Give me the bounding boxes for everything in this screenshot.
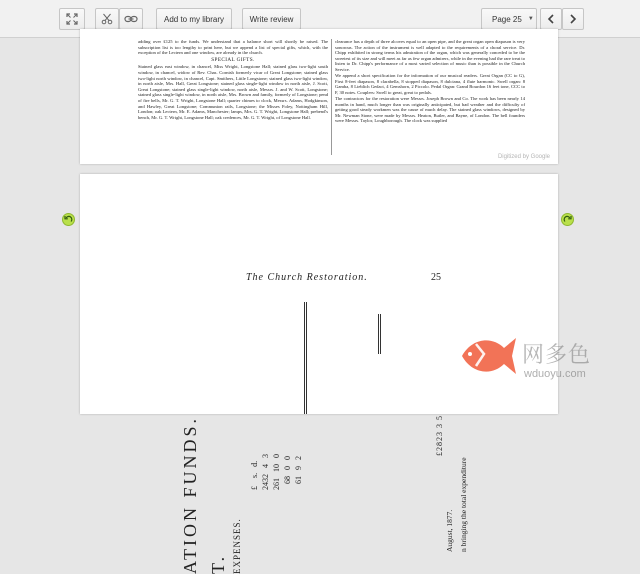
watermark-brand: 网多色 [522, 343, 592, 368]
figure-header [250, 461, 259, 490]
figure-cell: 3 [261, 454, 270, 458]
add-to-library-button[interactable]: Add to my library [156, 8, 232, 30]
total-amount: £2823 3 5 [435, 415, 444, 456]
date-text: August, 1877. [445, 509, 454, 552]
figure-cell: 0 [272, 454, 281, 458]
caret-down-icon: ▼ [527, 16, 534, 22]
page-select-label: Page 25 [492, 14, 522, 24]
book-viewer[interactable] [0, 39, 640, 574]
figure-row [272, 454, 281, 490]
rotated-table-title: ATION FUNDS. [180, 415, 200, 574]
paragraph: adding over £125 to the funds. We understand that a balance short will shortly be raised. The subscription list is too lengthy to print here, but we append a list of special gifts, which, with the exception of the Lectern and one window, are already in the church. [138, 39, 328, 56]
figure-cell: 10 [272, 464, 281, 472]
table-rule [304, 302, 305, 414]
rotated-table-subtitle: T. [208, 553, 228, 574]
page-number: 25 [431, 272, 441, 283]
rotate-left-icon [64, 215, 73, 224]
clip-button[interactable] [95, 8, 119, 30]
next-page-button[interactable] [562, 8, 584, 30]
figure-row [294, 456, 303, 490]
figure-row [261, 454, 270, 490]
figure-cell: 9 [294, 466, 303, 470]
text-column-right [335, 39, 525, 124]
fullscreen-button[interactable] [59, 8, 85, 30]
text-column-left [138, 39, 328, 121]
pence-header: d. [250, 460, 259, 467]
paragraph: clearance has a depth of three alcoves equal to an open pipe, and the great organ open diapason is very sonorous. The action of the instrument is well adapted to the requirements of a choral service. Dr. Chipp exhibited in strong terms his admiration of the organ, which was generally conceded to be the sweetest of its size and will meet as far as few organ admirers, while in the evening had the rare treat to listen to Dr. Chipp's performance of a most varied selection of music than is possible in the Church Service. [335, 39, 525, 72]
pound-header: £ [250, 486, 259, 490]
figure-cell: 2 [294, 456, 303, 460]
paragraph: We append a short specification for the information of our musical readers. Great Organ (CC to G), First 8-feet diapason, 8 clarabella, 8 stopped diapason, 8 dulciana, 4 flute harmonic. Swell organ: 8 Gamba, 8 Lieblich Gedact, 4 Gemshorn, 2 Piccolo. Pedal Organ: Grand Bourdon 16 feet tone, CCC to F, 30 notes. Couplers: Swell to great, great to pedals. [335, 73, 525, 95]
rotated-expenses-heading: EXPENSES. [232, 518, 242, 574]
paragraph: The contractors for the restoration were Messrs. Joseph Brown and Co. The work has been nearly 14 months in hand, much longer than was originally anticipated, but bad weather and the difficulty of getting good steady workmen was the cause of much delay. The stained glass windows, designed by Mr. Newman Stone, were made by Messrs. Heaton, Butler, and Bayne, of London. The bell founders were Messrs. Taylor, Loughborough. The clock was supplied [335, 95, 525, 124]
site-watermark [458, 330, 638, 390]
shilling-header: s. [250, 472, 259, 478]
chevron-right-icon [569, 14, 577, 24]
running-head: The Church Restoration. [246, 272, 368, 283]
chevron-left-icon [547, 14, 555, 24]
figure-row [283, 456, 292, 490]
link-button[interactable] [119, 8, 143, 30]
write-review-button[interactable]: Write review [242, 8, 301, 30]
rotate-right-button[interactable] [561, 213, 574, 226]
fullscreen-icon [66, 13, 78, 25]
scissors-icon [101, 13, 113, 25]
figure-cell: 261 [272, 478, 281, 490]
section-heading: SPECIAL GIFTS. [211, 56, 255, 63]
page-select[interactable] [481, 8, 537, 30]
figure-cell: 2432 [261, 474, 270, 490]
book-page-previous [80, 29, 558, 164]
rotate-right-icon [563, 215, 572, 224]
total-rule [378, 314, 379, 354]
paragraph: Stained glass east window, in chancel, Miss Wright, Longstone Hall; stained glass two-light south window, in chancel, widow of Rev. Chas. Cornish formerly vicar of Great Longstone; stained glass two-light north window, in chancel, Capt. Smithers, Little Longstone; stained glass two-light window, in north aisle, Mrs. Hall, Great Longstone; stained glass single-light window in north aisle, J. Scott, Great Longstone; stained glass single-light window, north aisle, Messrs. J. and W. Scott, Longstone; stained glass single-light window, in north aisle, Mrs. Brown and family, formerly of Longstone; pend of fire bells, Mr. G. T. Wright, Longstone Hall; quarter chimes to clock, Messrs. Adams, Hodgkinson, and Hawley, Great Longstone; Communion rails, Longstone; the Misses Foley, Nottingham Hill, London; oak Lectern, Mr. E. Adams, Manchester; lamps, Mrs. G. T. Wright, Longstone Hall; prebend's bench, Mr. G. T. Wright, Longstone Hall; oak credences, Mr. G. T. Wright, of Longstone Hall. [138, 64, 328, 120]
figure-cell: 4 [261, 464, 270, 468]
watermark-url: wduoyu.com [524, 368, 586, 380]
previous-page-button[interactable] [540, 8, 562, 30]
note-text: n bringing the total expenditure [459, 457, 468, 552]
link-icon [124, 14, 138, 24]
figure-cell: 68 [283, 476, 292, 484]
figure-cell: 0 [283, 466, 292, 470]
table-rule [306, 302, 307, 414]
figure-cell: 61 [294, 476, 303, 484]
fish-logo-icon [458, 330, 520, 382]
rotate-left-button[interactable] [62, 213, 75, 226]
digitized-credit: Digitized by Google [497, 154, 550, 160]
total-rule [380, 314, 381, 354]
column-divider [331, 39, 332, 155]
figure-cell: 0 [283, 456, 292, 460]
